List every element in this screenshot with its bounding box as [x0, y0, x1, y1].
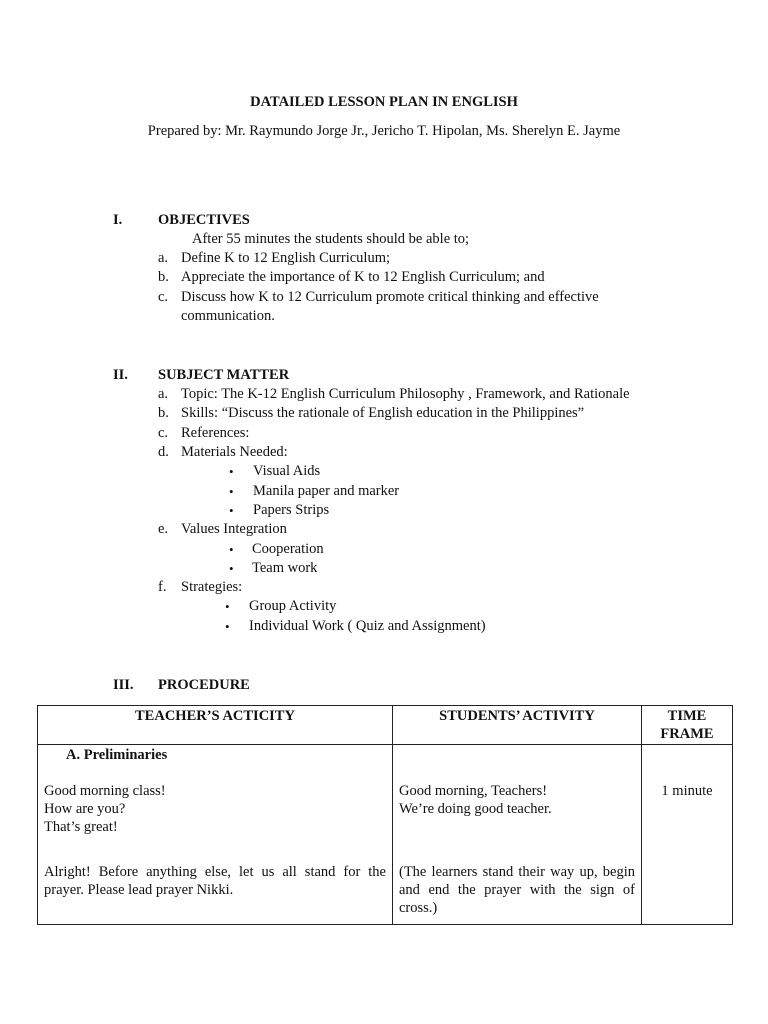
- subject-marker: b.: [158, 405, 169, 421]
- bullet-icon: •: [229, 464, 234, 479]
- strategy-item: Individual Work ( Quiz and Assignment): [249, 618, 486, 634]
- time-frame-cell: [642, 745, 733, 925]
- subject-marker: d.: [158, 444, 169, 460]
- student-line: We’re doing good teacher.: [399, 801, 552, 817]
- table-header-row: [38, 706, 733, 745]
- subject-marker: c.: [158, 425, 169, 441]
- procedure-numeral: III.: [113, 677, 134, 693]
- teacher-line: How are you?: [44, 801, 126, 817]
- teacher-prayer-text: Alright! Before anything else, let us all stand for the prayer. Please lead prayer Nikki.: [44, 864, 386, 898]
- skills-text: Skills: “Discuss the rationale of English education in the Philippines”: [181, 405, 585, 421]
- values-text: Values Integration: [181, 521, 287, 537]
- preliminaries-heading: A. Preliminaries: [66, 747, 168, 763]
- objective-text: Discuss how K to 12 Curriculum promote critical thinking and effective: [181, 289, 599, 305]
- topic-text: Topic: The K-12 English Curriculum Philosophy , Framework, and Rationale: [181, 386, 630, 402]
- objective-marker: a.: [158, 250, 169, 266]
- teacher-line: That’s great!: [44, 819, 118, 835]
- subject-matter-numeral: II.: [113, 367, 128, 383]
- bullet-icon: •: [229, 561, 234, 576]
- strategies-text: Strategies:: [181, 579, 243, 595]
- bullet-icon: •: [229, 503, 234, 518]
- time-frame-header-line1: TIME: [667, 708, 707, 724]
- bullet-icon: •: [229, 542, 234, 557]
- value-item: Team work: [252, 560, 318, 576]
- objective-marker: b.: [158, 269, 169, 285]
- value-item: Cooperation: [252, 541, 324, 557]
- students-activity-cell: [393, 745, 642, 925]
- objectives-intro: After 55 minutes the students should be able to;: [192, 231, 470, 247]
- bullet-icon: •: [225, 619, 230, 634]
- material-item: Visual Aids: [253, 463, 321, 479]
- material-item: Manila paper and marker: [253, 483, 400, 499]
- student-prayer-text: (The learners stand their way up, begin and end the prayer with the sign of cross.): [399, 864, 635, 916]
- document-title: DATAILED LESSON PLAN IN ENGLISH: [250, 94, 518, 110]
- teacher-activity-cell: [38, 745, 393, 925]
- strategy-item: Group Activity: [249, 598, 337, 614]
- subject-marker: e.: [158, 521, 169, 537]
- teacher-line: Good morning class!: [44, 783, 166, 799]
- objectives-heading: OBJECTIVES: [158, 212, 250, 228]
- objective-text: Define K to 12 English Curriculum;: [181, 250, 391, 266]
- bullet-icon: •: [225, 599, 230, 614]
- objective-marker: c.: [158, 289, 169, 305]
- time-frame-header-line2: FRAME: [660, 726, 714, 742]
- student-line: Good morning, Teachers!: [399, 783, 548, 799]
- material-item: Papers Strips: [253, 502, 330, 518]
- subject-matter-heading: SUBJECT MATTER: [158, 367, 290, 383]
- bullet-icon: •: [229, 484, 234, 499]
- objectives-numeral: I.: [113, 212, 123, 228]
- objective-text-continued: communication.: [181, 308, 275, 324]
- prepared-by: Prepared by: Mr. Raymundo Jorge Jr., Jericho T. Hipolan, Ms. Sherelyn E. Jayme: [147, 123, 621, 139]
- subject-marker: f.: [158, 579, 167, 595]
- objective-text: Appreciate the importance of K to 12 English Curriculum; and: [181, 269, 545, 285]
- table-row: [38, 745, 733, 925]
- references-text: References:: [181, 425, 250, 441]
- teacher-activity-header: TEACHER’S ACTICITY: [38, 706, 393, 745]
- time-frame-value: 1 minute: [661, 783, 713, 799]
- procedure-table: [37, 705, 733, 925]
- materials-text: Materials Needed:: [181, 444, 288, 460]
- procedure-heading: PROCEDURE: [158, 677, 250, 693]
- subject-marker: a.: [158, 386, 169, 402]
- students-activity-header: STUDENTS’ ACTIVITY: [393, 706, 642, 745]
- time-frame-header: [642, 706, 733, 745]
